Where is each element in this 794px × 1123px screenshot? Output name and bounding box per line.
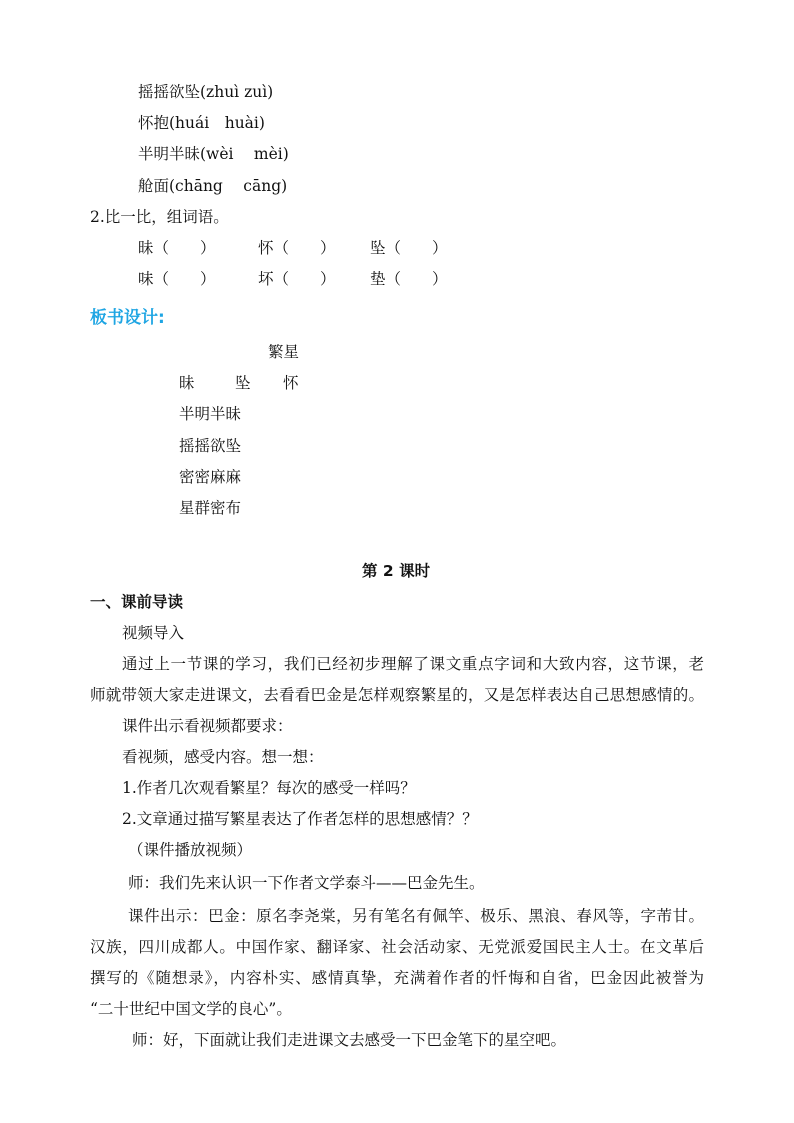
paragraph: 视频导入 [122, 624, 185, 642]
board-phrase: 摇摇欲坠 [179, 437, 242, 455]
board-phrase: 星群密布 [179, 499, 242, 517]
board-title: 繁星 [268, 343, 300, 361]
board-char: 坠 [235, 374, 251, 392]
paragraph: 课件出示看视频都要求： [122, 717, 293, 735]
board-phrase: 半明半昧 [179, 405, 242, 423]
exercise-cell: 坠（ ） [370, 239, 448, 257]
exercise-cell: 坏（ ） [258, 270, 336, 288]
exercise-cell: 味（ ） [138, 270, 216, 288]
lesson-title: 第 2 课时 [362, 562, 431, 580]
question: 2.文章通过描写繁星表达了作者怎样的思想感情？？ [122, 810, 478, 828]
paragraph: 看视频，感受内容。想一想： [122, 748, 324, 766]
pinyin-item: 舱面(chāng cāng) [138, 177, 288, 195]
section-heading: 一、课前导读 [90, 593, 184, 611]
exercise-cell: 垫（ ） [370, 270, 448, 288]
pinyin-item: 摇摇欲坠(zhuì zuì) [138, 83, 274, 101]
paragraph-line: 撰写的《随想录》，内容朴实、感情真挚，充满着作者的忏悔和自省，巴金因此被誉为 [90, 969, 704, 987]
pinyin-item: 怀抱(huái huài) [138, 114, 265, 132]
board-phrase: 密密麻麻 [179, 468, 242, 486]
pinyin-item: 半明半昧(wèi mèi) [138, 145, 289, 163]
paragraph: （课件播放视频） [128, 841, 253, 859]
exercise-title: 2.比一比，组词语。 [90, 208, 229, 226]
paragraph-line: 师就带领大家走进课文，去看看巴金是怎样观察繁星的，又是怎样表达自己思想感情的。 [90, 686, 704, 704]
paragraph-line: “二十世纪中国文学的良心”。 [90, 1000, 292, 1018]
board-heading: 板书设计: [90, 308, 165, 328]
paragraph-line: 汉族，四川成都人。中国作家、翻译家、社会活动家、无党派爱国民主人士。在文革后 [90, 938, 704, 956]
paragraph-line: 通过上一节课的学习，我们已经初步理解了课文重点字词和大致内容，这节课，老 [122, 655, 704, 673]
board-char: 怀 [283, 374, 299, 392]
exercise-cell: 怀（ ） [258, 239, 336, 257]
exercise-cell: 昧（ ） [138, 239, 216, 257]
paragraph: 师：我们先来认识一下作者文学泰斗——巴金先生。 [128, 874, 485, 892]
paragraph: 师：好，下面就让我们走进课文去感受一下巴金笔下的星空吧。 [132, 1031, 567, 1049]
board-char: 昧 [179, 374, 195, 392]
paragraph-line: 课件出示：巴金：原名李尧棠，另有笔名有佩竿、极乐、黑浪、春风等，字芾甘。 [128, 907, 704, 925]
question: 1.作者几次观看繁星？每次的感受一样吗？ [122, 779, 416, 797]
